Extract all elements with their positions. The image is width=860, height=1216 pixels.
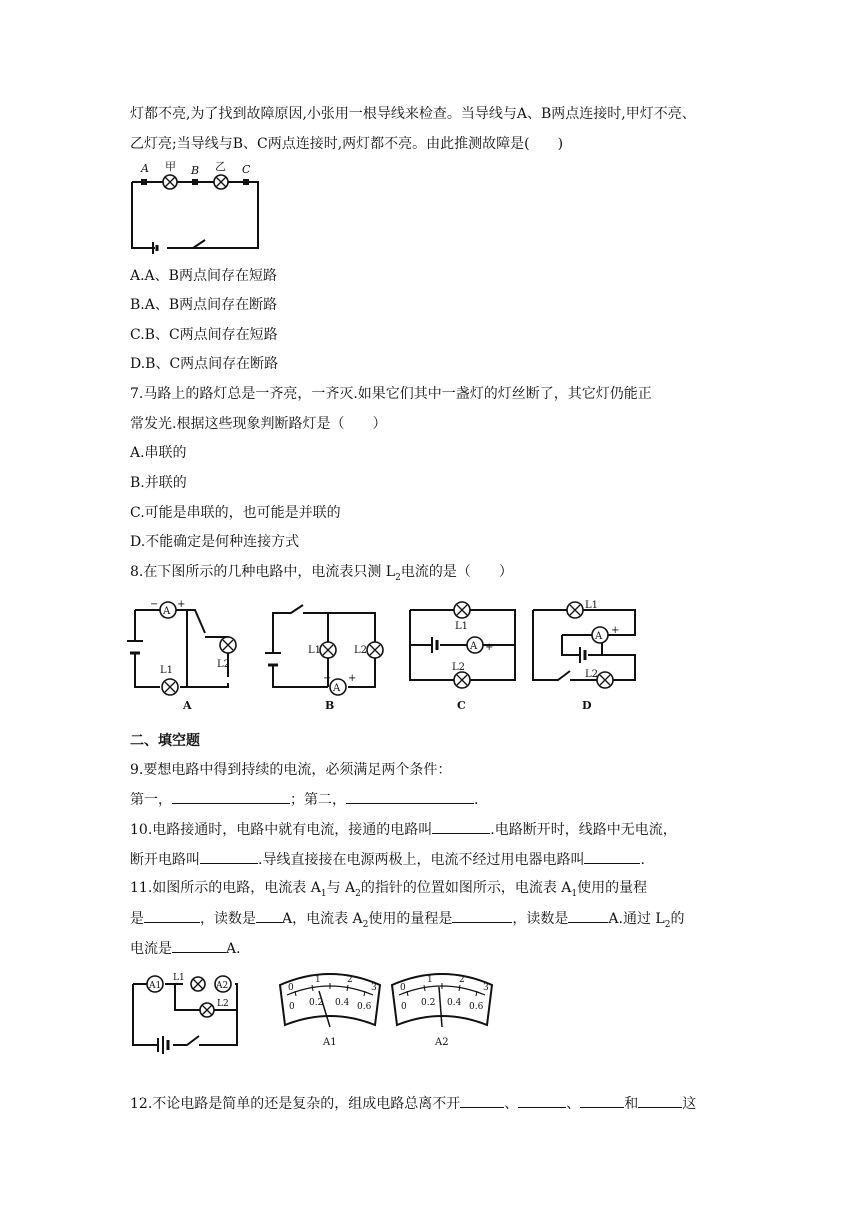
q11-blank-4[interactable]: [568, 908, 608, 923]
q11-circuit-a1: A1: [149, 981, 162, 991]
q8-circuit-d: [533, 600, 635, 712]
q8-label-b: B: [325, 699, 335, 712]
q12-blank-1[interactable]: [460, 1093, 504, 1108]
q11-meter-faces: [275, 965, 505, 1055]
a2-bottom-1: 0.2: [421, 998, 436, 1008]
q7-stem-line1: 7.马路上的路灯总是一齐亮，一齐灭.如果它们其中一盏灯的灯丝断了，其它灯仍能正: [130, 386, 652, 402]
q11-blank-3[interactable]: [452, 908, 512, 923]
q6-option-c: C.B、C两点间存在短路: [130, 327, 278, 343]
q9-blank-2[interactable]: [346, 789, 474, 804]
q8-d-plus: +: [611, 625, 620, 636]
q7-stem-line2: 常发光.根据这些现象判断路灯是（ ）: [130, 416, 387, 432]
q6-label-b: B: [191, 164, 200, 177]
q12-blank-3[interactable]: [580, 1093, 624, 1108]
q11-blank-5[interactable]: [172, 938, 226, 953]
q8-c-ammeter-label: A: [470, 641, 478, 652]
q8-label-a: A: [183, 699, 192, 712]
a1-top-1: 1: [315, 975, 321, 985]
q8-circuit-c: [410, 602, 515, 712]
q10-line1: 10.电路接通时，电路中就有电流，接通的电路叫 .电路断开时，线路中无电流，: [130, 819, 677, 840]
q8-b-plus: +: [348, 673, 357, 684]
a2-top-3: 3: [483, 983, 489, 993]
q11-blank-2[interactable]: [256, 908, 282, 923]
q8-a-l2: L2: [217, 659, 231, 670]
q8-b-l1: L1: [308, 645, 322, 656]
q8-label-d: D: [582, 699, 592, 712]
meter-a2: [392, 974, 492, 1048]
a1-bottom-3: 0.6: [357, 1002, 372, 1012]
a2-top-2: 2: [459, 975, 465, 985]
q11-circuit-l1: L1: [173, 973, 185, 983]
q6-label-jia: 甲: [165, 160, 176, 173]
q12-blank-4[interactable]: [638, 1093, 682, 1108]
q9-blank-1[interactable]: [172, 789, 290, 804]
q6-stem-line1: 灯都不亮,为了找到故障原因,小张用一根导线来检查。当导线与A、B两点连接时,甲灯不亮、: [130, 106, 696, 122]
q6-option-a: A.A、B两点间存在短路: [130, 268, 277, 284]
q6-option-b: B.A、B两点间存在断路: [130, 297, 278, 313]
q8-circuit-a: [127, 599, 236, 712]
a1-bottom-1: 0.2: [309, 998, 324, 1008]
q10-blank-2[interactable]: [200, 849, 258, 864]
meter-a2-label: A2: [435, 1037, 449, 1048]
q8-b-minus: −: [323, 673, 332, 684]
q12-blank-2[interactable]: [518, 1093, 566, 1108]
a2-bottom-0: 0: [401, 1002, 407, 1012]
q7-option-a: A.串联的: [130, 445, 187, 461]
q10-blank-3[interactable]: [584, 849, 640, 864]
q8-a-plus: +: [177, 599, 186, 610]
q11-circuit-a2: A2: [216, 981, 229, 991]
a1-bottom-2: 0.4: [335, 998, 350, 1008]
q8-b-ammeter-label: A: [333, 683, 341, 694]
q6-label-a: A: [141, 162, 149, 175]
q8-b-l2: L2: [354, 645, 368, 656]
q10-line2: 断开电路叫 .导线直接接在电源两极上，电流不经过用电器电路叫 .: [130, 849, 645, 870]
q8-circuit-figures: [125, 595, 645, 715]
q10-blank-1[interactable]: [432, 819, 490, 834]
q9-blanks-line: 第一， ；第二， .: [130, 789, 478, 810]
q11-blank-1[interactable]: [144, 908, 200, 923]
q8-d-l2: L2: [585, 669, 599, 680]
q8-stem: 8.在下图所示的几种电路中，电流表只测 $L_2$电流的是（ ）: [130, 564, 513, 583]
q8-c-l1: L1: [455, 621, 469, 632]
q8-circuit-b: [265, 605, 383, 712]
q6-stem-line2: 乙灯亮;当导线与B、C两点连接时,两灯都不亮。由此推测故障是( ): [130, 136, 564, 152]
q8-a-l1: L1: [160, 665, 174, 676]
a1-top-2: 2: [347, 975, 353, 985]
q11-circuit-figure: [125, 970, 245, 1055]
a2-top-0: 0: [400, 983, 406, 993]
q6-option-d: D.B、C两点间存在断路: [130, 356, 279, 372]
q11-circuit-l2: L2: [217, 999, 229, 1009]
a2-bottom-2: 0.4: [447, 998, 462, 1008]
a1-top-3: 3: [371, 983, 377, 993]
q6-label-yi: 乙: [215, 160, 226, 173]
a1-bottom-0: 0: [289, 1002, 295, 1012]
q8-c-l2: L2: [452, 662, 466, 673]
q9-stem: 9.要想电路中得到持续的电流，必须满足两个条件：: [130, 762, 452, 778]
meter-a1-label: A1: [323, 1037, 337, 1048]
q8-c-plus: +: [485, 642, 494, 653]
section-title-fill-blank: 二、填空题: [130, 733, 200, 749]
q11-line3: 电流是 A.: [130, 938, 241, 959]
a2-bottom-3: 0.6: [469, 1002, 484, 1012]
q7-option-d: D.不能确定是何种连接方式: [130, 534, 300, 550]
q8-d-l1: L1: [585, 600, 599, 611]
a2-top-1: 1: [427, 975, 433, 985]
q8-d-ammeter-label: A: [595, 631, 603, 642]
meter-a1: [280, 974, 380, 1048]
q11-line1: 11.如图所示的电路，电流表 $A_1$与 $A_2$的指针的位置如图所示，电流表 $A_1$使用的量程: [130, 880, 648, 899]
q11-line2: 是 ，读数是 A，电流表 $A_2$使用的量程是 ，读数是 A.通过 $L_2$的: [130, 908, 684, 935]
a1-top-0: 0: [288, 983, 294, 993]
q6-label-c: C: [242, 163, 251, 176]
q6-circuit-figure: [125, 160, 265, 255]
q8-label-c: C: [457, 699, 466, 712]
q7-option-b: B.并联的: [130, 475, 187, 491]
q7-option-c: C.可能是串联的，也可能是并联的: [130, 505, 341, 521]
q8-a-minus: −: [150, 599, 159, 610]
q8-a-ammeter-label: A: [163, 606, 171, 617]
q12-line1: 12.不论电路是简单的还是复杂的，组成电路总离不开 、 、 和 这: [130, 1093, 696, 1114]
